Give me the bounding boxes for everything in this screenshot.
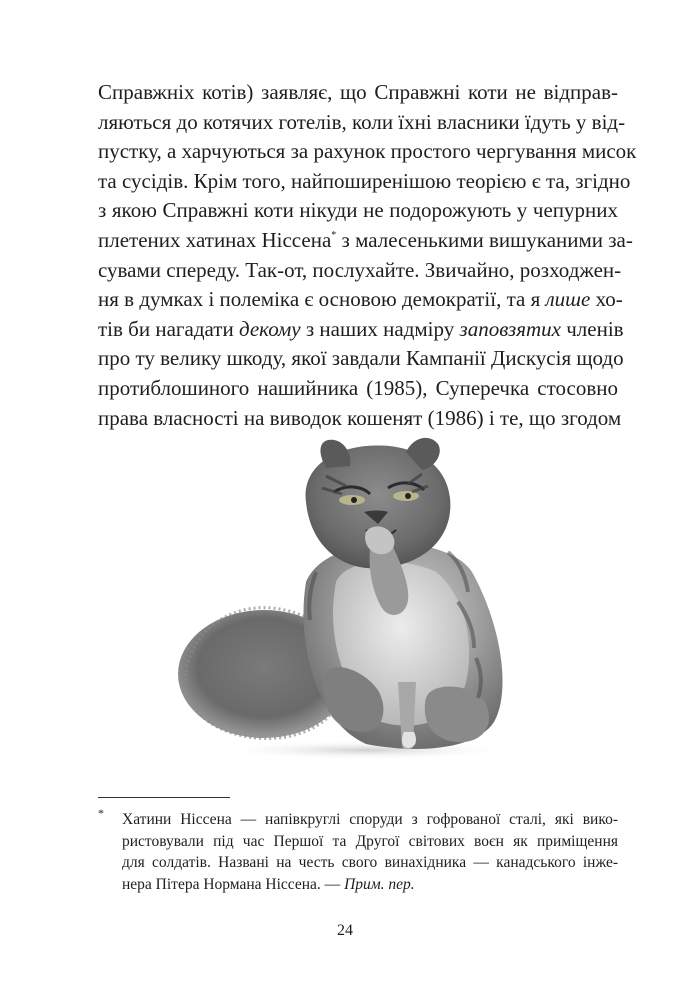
- text-run: ляються до котячих готелів, коли їхні власники їдуть у від-: [98, 109, 626, 134]
- footnote-line: [122, 831, 618, 853]
- footnote-line: [122, 874, 618, 896]
- text-line: [98, 167, 631, 197]
- body-paragraph: [98, 78, 637, 433]
- text-line: [98, 315, 624, 345]
- text-run: з малесенькими вишуканими за-: [336, 227, 633, 252]
- text-run: Хатини Ніссена — напівкруглі споруди з гофрованої сталі, які вико-: [122, 811, 618, 828]
- text-run: та сусідів. Крім того, найпоширенішою теорією є та, згідно: [98, 168, 631, 193]
- text-line: [98, 78, 618, 108]
- text-run: для солдатів. Названі на честь свого винахідника — канадського інже-: [122, 854, 618, 871]
- text-run: протиблошиного нашийника (1985), Суперечка стосовно: [98, 375, 618, 400]
- text-run: плетених хатинах Ніссена: [98, 227, 332, 252]
- text-run: ристовували під час Першої та Другої світових воєн як приміщення: [122, 832, 618, 850]
- footnote-reference: *: [331, 229, 337, 241]
- emphasis-text: декому: [238, 316, 301, 341]
- text-line: [98, 256, 622, 286]
- footnote-divider: [98, 797, 230, 798]
- footnote-text: [122, 809, 618, 895]
- text-line: [98, 344, 624, 374]
- text-run: пустку, а харчуються за рахунок простого чергування мисок: [98, 139, 637, 164]
- text-line: [98, 226, 633, 256]
- text-run: з наших надміру: [300, 316, 460, 341]
- text-line: [98, 196, 618, 226]
- text-line: [98, 285, 623, 315]
- text-run: Справжніх котів) заявляє, що Справжні коти не відправ-: [98, 80, 618, 104]
- text-run: з якою Справжні коти нікуди не подорожують у чепурних: [98, 198, 618, 223]
- emphasis-text: заповзятих: [459, 316, 561, 341]
- footnote-line: [122, 852, 618, 874]
- emphasis-text: лише: [545, 287, 591, 312]
- text-run: хо-: [590, 287, 623, 312]
- text-line: [98, 108, 626, 138]
- footnote-marker: *: [98, 806, 104, 820]
- text-line: [98, 137, 637, 167]
- text-run: про ту велику шкоду, якої завдали Кампанії Дискусія щодо: [98, 346, 624, 371]
- text-run: тів би нагадати: [98, 316, 239, 341]
- text-run: членів: [560, 316, 624, 341]
- text-run: сувами спереду. Так-от, послухайте. Звичайно, розходжен-: [98, 257, 622, 282]
- text-line: [98, 404, 622, 434]
- text-run: нера Пітера Нормана Ніссена. —: [122, 875, 345, 893]
- text-line: [98, 374, 618, 404]
- cat-illustration: [176, 432, 526, 762]
- text-run: ня в думках і полеміка є основою демократії, та я: [98, 287, 546, 312]
- text-run: права власності на виводок кошенят (1986) і те, що згодом: [98, 405, 622, 430]
- emphasis-text: Прим. пер.: [344, 875, 415, 893]
- footnote-line: [122, 809, 618, 831]
- page-number: 24: [337, 922, 353, 939]
